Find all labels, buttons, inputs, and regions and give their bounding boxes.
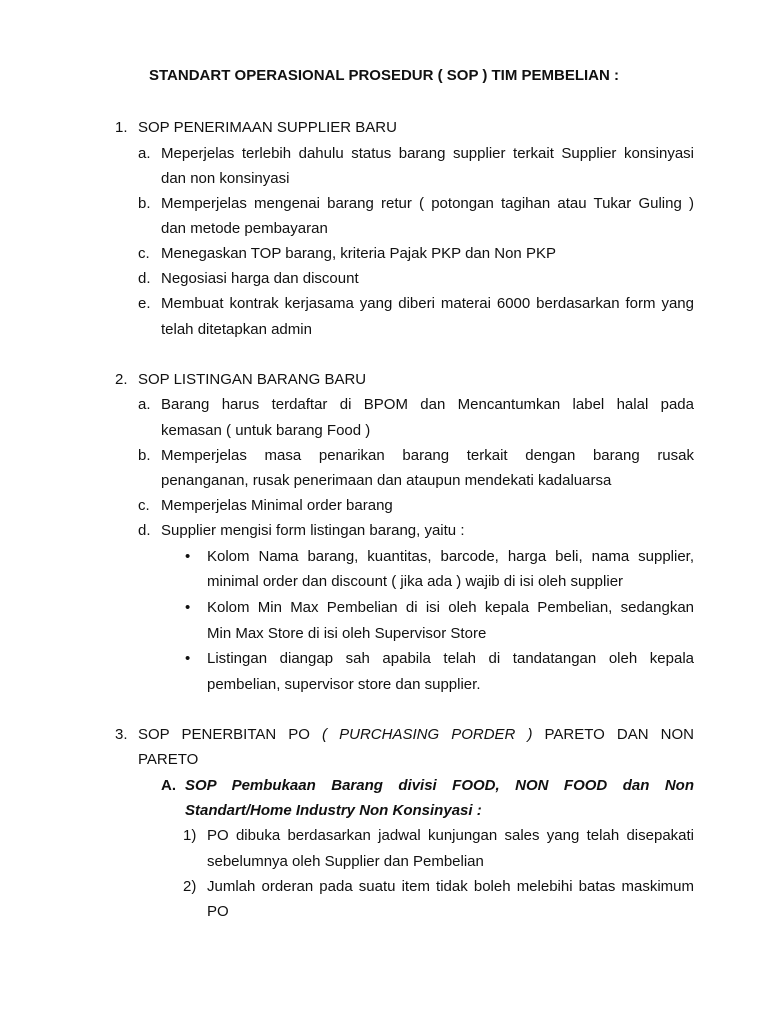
section-3-heading-prefix: SOP PENERBITAN PO — [138, 726, 323, 743]
list-item-text: Memperjelas Minimal order barang — [161, 497, 393, 514]
section-3-number: 3. — [115, 726, 128, 743]
list-item-text: dan non konsinyasi — [161, 170, 290, 187]
section-3-heading-cont: PARETO — [138, 751, 199, 768]
bullet-item-text: pembelian, supervisor store dan supplier. — [207, 676, 481, 693]
item-marker: d. — [138, 270, 151, 287]
subsection-heading: SOP Pembukaan Barang divisi FOOD, NON FOOD dan Non — [185, 777, 694, 794]
item-marker: c. — [138, 245, 150, 262]
list-item-text: PO dibuka berdasarkan jadwal kunjungan sales yang telah disepakati — [207, 827, 694, 844]
bullet-item-text: Min Max Store di isi oleh Supervisor Store — [207, 625, 487, 642]
bullet-item-text: Kolom Nama barang, kuantitas, barcode, harga beli, nama supplier, — [207, 548, 694, 565]
item-marker: e. — [138, 295, 151, 312]
section-3-heading-italic: ( PURCHASING PORDER ) — [322, 726, 533, 743]
bullet-icon: • — [185, 650, 191, 667]
bullet-item-text: Kolom Min Max Pembelian di isi oleh kepala Pembelian, sedangkan — [207, 599, 694, 616]
list-item-text: Memperjelas mengenai barang retur ( potongan tagihan atau Tukar Guling ) — [161, 195, 694, 212]
page-title: STANDART OPERASIONAL PROSEDUR ( SOP ) TIM PEMBELIAN : — [148, 67, 620, 84]
item-marker: a. — [138, 396, 151, 413]
bullet-icon: • — [185, 599, 191, 616]
list-item-text: Membuat kontrak kerjasama yang diberi materai 6000 berdasarkan form yang — [161, 295, 694, 312]
list-item-text: Memperjelas masa penarikan barang terkait dengan barang rusak — [161, 447, 694, 464]
section-3-heading — [138, 726, 694, 744]
item-marker: b. — [138, 195, 151, 212]
list-item-text: sebelumnya oleh Supplier dan Pembelian — [207, 853, 484, 870]
item-marker: b. — [138, 447, 151, 464]
list-item-text: Menegaskan TOP barang, kriteria Pajak PKP dan Non PKP — [161, 245, 556, 262]
subsection-marker: A. — [161, 777, 176, 794]
bullet-icon: • — [185, 548, 191, 565]
item-marker: 1) — [183, 827, 197, 844]
subsection-heading: Standart/Home Industry Non Konsinyasi : — [185, 802, 482, 819]
list-item-text: Jumlah orderan pada suatu item tidak boleh melebihi batas maskimum — [207, 878, 694, 895]
list-item-text: Barang harus terdaftar di BPOM dan Mencantumkan label halal pada — [161, 396, 694, 413]
bullet-item-text: minimal order dan discount ( jika ada ) wajib di isi oleh supplier — [207, 573, 624, 590]
list-item-text: PO — [207, 903, 229, 920]
list-item-text: Negosiasi harga dan discount — [161, 270, 359, 287]
list-item-text: Meperjelas terlebih dahulu status barang supplier terkait Supplier konsinyasi — [161, 145, 694, 162]
list-item-text: penanganan, rusak penerimaan dan ataupun mendekati kadaluarsa — [161, 472, 612, 489]
item-marker: d. — [138, 522, 151, 539]
section-2-number: 2. — [115, 371, 128, 388]
list-item-text: telah ditetapkan admin — [161, 321, 312, 338]
section-1-heading: SOP PENERIMAAN SUPPLIER BARU — [138, 119, 397, 136]
list-item-text: Supplier mengisi form listingan barang, yaitu : — [161, 522, 465, 539]
bullet-item-text: Listingan diangap sah apabila telah di tandatangan oleh kepala — [207, 650, 694, 667]
section-1-number: 1. — [115, 119, 128, 136]
section-3-heading-suffix: PARETO DAN NON — [532, 726, 694, 743]
item-marker: c. — [138, 497, 150, 514]
section-2-heading: SOP LISTINGAN BARANG BARU — [138, 371, 367, 388]
item-marker: a. — [138, 145, 151, 162]
list-item-text: kemasan ( untuk barang Food ) — [161, 422, 371, 439]
list-item-text: dan metode pembayaran — [161, 220, 328, 237]
item-marker: 2) — [183, 878, 197, 895]
